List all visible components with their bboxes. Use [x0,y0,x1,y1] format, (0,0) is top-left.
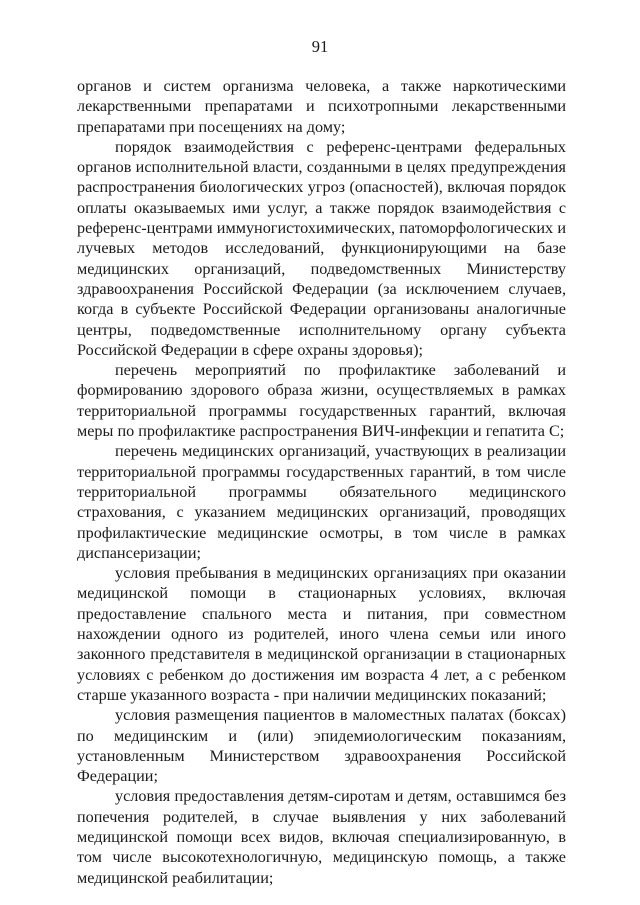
paragraph-orphan-care: условия предоставления детям-сиротам и детям, оставшимся без попечения родителей, в случае выявления у них заболеваний медицинской помощи всех видов, включая специализированную, в том числе высокотехнологичную, медицинскую помощь, а также медицинской реабилитации; [77,787,566,887]
paragraph-participating-organizations: перечень медицинских организаций, участвующих в реализации территориальной программы государственных гарантий, в том числе территориальной программы обязательного медицинского страхования, с указанием медицинских организаций, проводящих профилактические медицинские осмотры, в том числе в рамках диспансеризации; [77,442,566,562]
paragraph-continuation: органов и систем организма человека, а также наркотическими лекарственными препаратами и психотропными лекарственными препаратами при посещениях на дому; [77,77,566,136]
paragraph-prevention-measures: перечень мероприятий по профилактике заболеваний и формированию здорового образа жизни, осуществляемых в рамках территориальной программы государственных гарантий, включая меры по профилактике распространения ВИЧ-инфекции и гепатита С; [77,361,566,441]
paragraph-reference-centers: порядок взаимодействия с референс-центрами федеральных органов исполнительной власти, созданными в целях предупреждения распространения биологических угроз (опасностей), включая порядок оплаты оказываемых ими услуг, а также порядок взаимодействия с референс-центрами иммуногистохимических, патоморфологических и лучевых методов исследований, функционирующими на базе медицинских организаций, подведомственных Министерству здравоохранения Российской Федерации (за исключением случаев, когда в субъекте Российской Федерации организованы аналогичные центры, подведомственные исполнительному органу субъекта Российской Федерации в сфере охраны здоровья); [77,137,566,359]
page-number: 91 [311,37,329,56]
document-body [77,76,566,888]
paragraph-small-ward-placement: условия размещения пациентов в маломестных палатах (боксах) по медицинским и (или) эпидемиологическим показаниям, установленным Министерством здравоохранения Российской Федерации; [77,706,566,786]
paragraph-inpatient-conditions: условия пребывания в медицинских организациях при оказании медицинской помощи в стационарных условиях, включая предоставление спального места и питания, при совместном нахождении одного из родителей, иного члена семьи или иного законного представителя в медицинской организации в стационарных условиях с ребенком до достижения им возраста 4 лет, а с ребенком старше указанного возраста - при наличии медицинских показаний; [77,564,566,704]
